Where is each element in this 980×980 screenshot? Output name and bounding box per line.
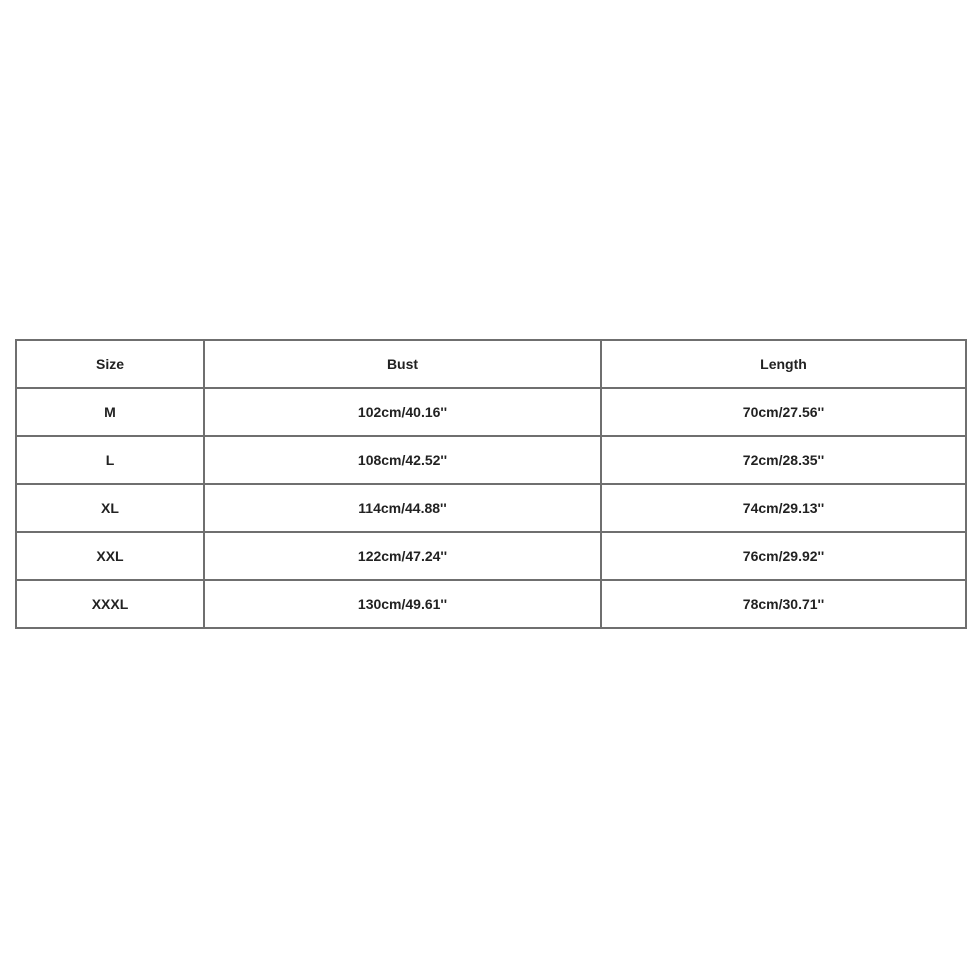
cell-bust: 122cm/47.24'' [204, 532, 601, 580]
table-row [16, 388, 966, 436]
cell-length: 74cm/29.13'' [601, 484, 966, 532]
header-row [16, 340, 966, 388]
cell-bust: 130cm/49.61'' [204, 580, 601, 628]
cell-length: 76cm/29.92'' [601, 532, 966, 580]
cell-length: 78cm/30.71'' [601, 580, 966, 628]
table-row [16, 532, 966, 580]
cell-size: XXL [16, 532, 204, 580]
table-row [16, 436, 966, 484]
table-row [16, 484, 966, 532]
cell-length: 72cm/28.35'' [601, 436, 966, 484]
cell-size: M [16, 388, 204, 436]
cell-size: XL [16, 484, 204, 532]
header-bust: Bust [204, 340, 601, 388]
cell-length: 70cm/27.56'' [601, 388, 966, 436]
cell-bust: 114cm/44.88'' [204, 484, 601, 532]
header-size: Size [16, 340, 204, 388]
cell-size: XXXL [16, 580, 204, 628]
table-row [16, 580, 966, 628]
size-chart-table [15, 339, 967, 629]
cell-bust: 108cm/42.52'' [204, 436, 601, 484]
cell-size: L [16, 436, 204, 484]
cell-bust: 102cm/40.16'' [204, 388, 601, 436]
header-length: Length [601, 340, 966, 388]
